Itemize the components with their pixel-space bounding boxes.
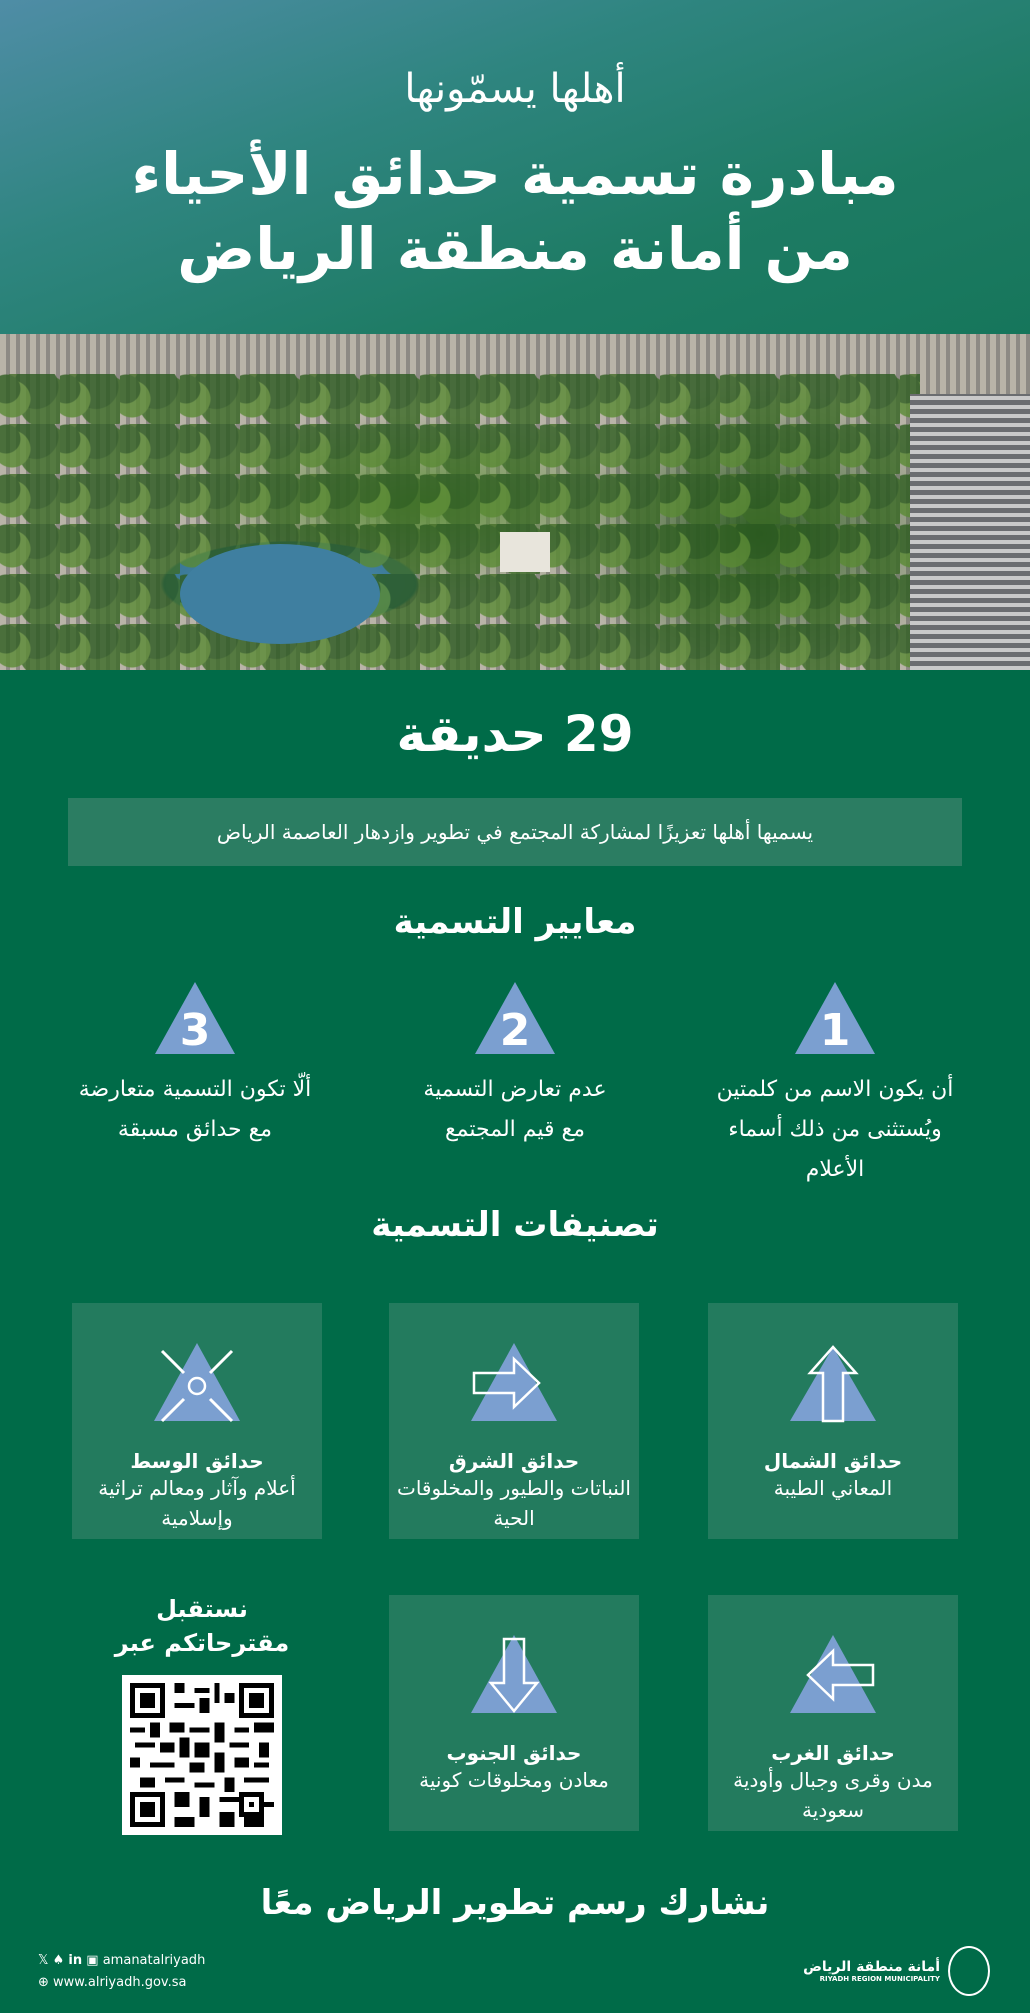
x-icon[interactable]: 𝕏 xyxy=(38,1953,49,1968)
count-title: 29 حديقة xyxy=(396,705,634,763)
suggestions-line-1: نستقبل xyxy=(156,1595,248,1623)
slogan: نشارك رسم تطوير الرياض معًا xyxy=(260,1883,770,1923)
suggestions-text xyxy=(90,1592,314,1660)
triangle-icon: 2 xyxy=(475,982,555,1054)
social-handle: amanatalriyadh xyxy=(102,1953,206,1968)
category-east: حدائق الشرق النباتات والطيور والمخلوقات الحية xyxy=(389,1303,639,1539)
municipality-emblem-icon xyxy=(948,1946,990,1996)
title-line-2: من أمانة منطقة الرياض xyxy=(177,215,853,283)
arrow-left-icon xyxy=(708,1595,958,1715)
lake xyxy=(180,544,380,644)
criterion-3 xyxy=(65,982,325,1150)
footer-contacts xyxy=(38,1950,205,1994)
youtube-icon[interactable]: ▣ xyxy=(86,1953,99,1968)
header xyxy=(0,0,1030,334)
org-logo xyxy=(803,1946,990,1996)
parking-lot xyxy=(910,394,1030,670)
banner-text: يسميها أهلها تعزيزًا لمشاركة المجتمع في تطوير وازدهار العاصمة الرياض xyxy=(216,820,814,844)
building xyxy=(500,532,550,572)
triangle-icon: 1 xyxy=(795,982,875,1054)
criterion-text: ألّا تكون التسمية متعارضة مع حدائق مسبقة xyxy=(78,1077,312,1142)
arrows-center-icon xyxy=(72,1303,322,1423)
tagline: أهلها يسمّونها xyxy=(404,66,626,112)
org-name-en: RIYADH REGION MUNICIPALITY xyxy=(819,1975,940,1983)
criterion-text: أن يكون الاسم من كلمتين ويُستثنى من ذلك أسماء الأعلام xyxy=(716,1077,954,1182)
criterion-1 xyxy=(705,982,965,1190)
snapchat-icon[interactable]: ♠ xyxy=(52,1953,65,1968)
org-name-ar: أمانة منطقة الرياض xyxy=(803,1959,940,1975)
arrow-up-icon xyxy=(708,1303,958,1423)
suggestions-line-2: مقترحاتكم عبر xyxy=(114,1629,290,1657)
arrow-right-icon xyxy=(389,1303,639,1423)
categories-title: تصنيفات التسمية xyxy=(371,1205,659,1245)
category-south: حدائق الجنوب معادن ومخلوقات كونية xyxy=(389,1595,639,1831)
criterion-text: عدم تعارض التسمية مع قيم المجتمع xyxy=(423,1077,607,1142)
category-west: حدائق الغرب مدن وقرى وجبال وأودية سعودية xyxy=(708,1595,958,1831)
intro-banner xyxy=(68,798,962,866)
website-link[interactable]: www.alriyadh.gov.sa xyxy=(53,1975,187,1990)
criteria-title: معايير التسمية xyxy=(393,902,637,942)
arrow-down-icon xyxy=(389,1595,639,1715)
tree-canopy xyxy=(0,374,920,670)
qr-pattern xyxy=(130,1683,274,1827)
globe-icon: ⊕ xyxy=(38,1975,49,1990)
category-center: حدائق الوسط أعلام وآثار ومعالم تراثية وإسلامية xyxy=(72,1303,322,1539)
qr-code[interactable] xyxy=(122,1675,282,1835)
triangle-icon: 3 xyxy=(155,982,235,1054)
linkedin-icon[interactable]: in xyxy=(68,1953,83,1968)
park-aerial-photo xyxy=(0,334,1030,670)
title-line-1: مبادرة تسمية حدائق الأحياء xyxy=(131,140,899,208)
social-links[interactable] xyxy=(38,1950,205,1972)
criterion-2 xyxy=(385,982,645,1150)
category-north: حدائق الشمال المعاني الطيبة xyxy=(708,1303,958,1539)
